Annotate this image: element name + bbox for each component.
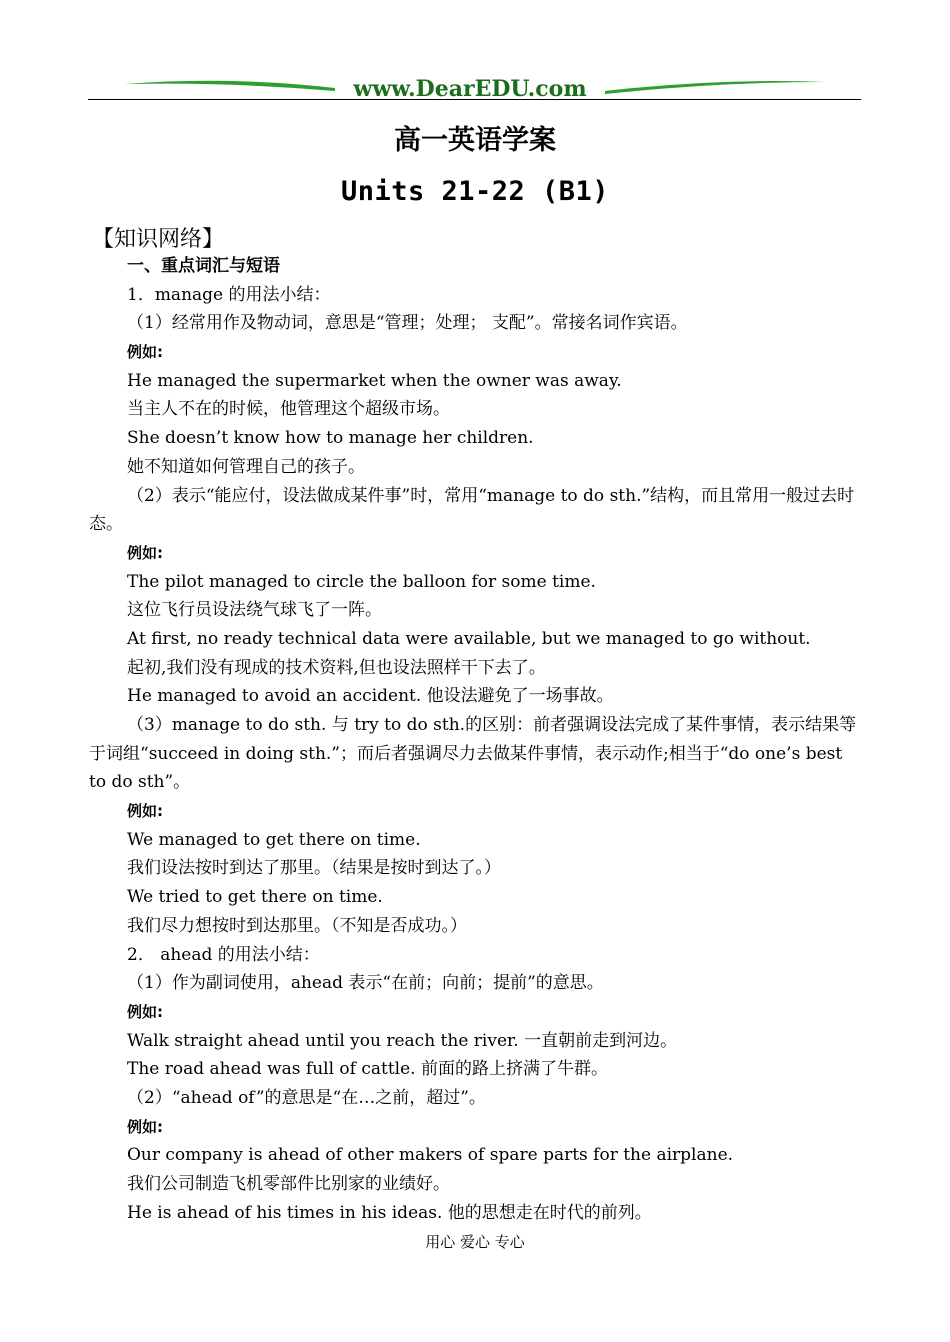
example-label: 例如:: [127, 1002, 163, 1021]
document-body: [89, 252, 864, 1227]
text-line: （2）“ahead of”的意思是“在…之前，超过”。: [127, 1087, 486, 1108]
text-line: （1）作为副词使用，ahead 表示“在前；向前；提前”的意思。: [127, 973, 604, 994]
text-line: 1．manage 的用法小结：: [127, 284, 331, 305]
text-line: （2）表示“能应付，设法做成某件事”时，常用“manage to do sth.”结构，而且常用一般过去时态。: [89, 485, 855, 535]
text-line: 她不知道如何管理自己的孩子。: [127, 456, 365, 477]
text-line: 当主人不在的时候，他管理这个超级市场。: [127, 399, 450, 420]
text-line: Walk straight ahead until you reach the river. 一直朝前走到河边。: [127, 1030, 678, 1051]
section-heading: 【知识网络】: [92, 227, 225, 252]
text-line: 这位飞行员设法绕气球飞了一阵。: [127, 600, 382, 621]
text-line: 起初,我们没有现成的技术资料,但也设法照样干下去了。: [127, 657, 546, 678]
logo-graphic: [120, 72, 830, 106]
dearedu-logo: [120, 72, 830, 106]
text-line: The road ahead was full of cattle. 前面的路上挤满了牛群。: [127, 1059, 608, 1080]
text-line: （1）经常用作及物动词，意思是“管理；处理； 支配”。常接名词作宾语。: [127, 313, 688, 334]
text-line: Our company is ahead of other makers of spare parts for the airplane.: [127, 1145, 734, 1166]
text-line: She doesn’t know how to manage her children.: [127, 428, 534, 449]
svg-text:www.DearEDU.com: www.DearEDU.com: [353, 76, 587, 102]
text-line: He managed the supermarket when the owner was away.: [127, 370, 622, 391]
text-line: 我们设法按时到达了那里。（结果是按时到达了。）: [127, 858, 501, 879]
text-line: He managed to avoid an accident. 他设法避免了一场事故。: [127, 686, 614, 707]
header-rule: [88, 99, 861, 100]
example-label: 例如:: [127, 1117, 163, 1136]
text-line: 一、重点词汇与短语: [127, 256, 280, 276]
text-line: 我们尽力想按时到达那里。（不知是否成功。）: [127, 915, 467, 936]
text-line: （3）manage to do sth. 与 try to do sth.的区别：前者强调设法完成了某件事情，表示结果等于词组“succeed in doing sth.”；而后者强调尽力去做某件事情，表示动作;相当于“do one’s best to do sth”。: [89, 715, 857, 793]
text-line: 2． ahead 的用法小结：: [127, 944, 320, 965]
text-line: At first, no ready technical data were available, but we managed to go without.: [127, 628, 811, 649]
page-title: 高一英语学案: [394, 125, 556, 156]
page-subtitle: Units 21-22 (B1): [340, 176, 610, 207]
example-label: 例如:: [127, 343, 163, 362]
example-label: 例如:: [127, 802, 163, 821]
text-line: We managed to get there on time.: [127, 829, 421, 850]
text-line: 我们公司制造飞机零部件比别家的业绩好。: [127, 1174, 450, 1195]
page-footer: 用心 爱心 专心: [425, 1233, 525, 1251]
text-line: He is ahead of his times in his ideas. 他的思想走在时代的前列。: [127, 1202, 652, 1223]
text-line: We tried to get there on time.: [127, 887, 383, 908]
example-label: 例如:: [127, 543, 163, 562]
text-line: The pilot managed to circle the balloon for some time.: [127, 571, 596, 592]
